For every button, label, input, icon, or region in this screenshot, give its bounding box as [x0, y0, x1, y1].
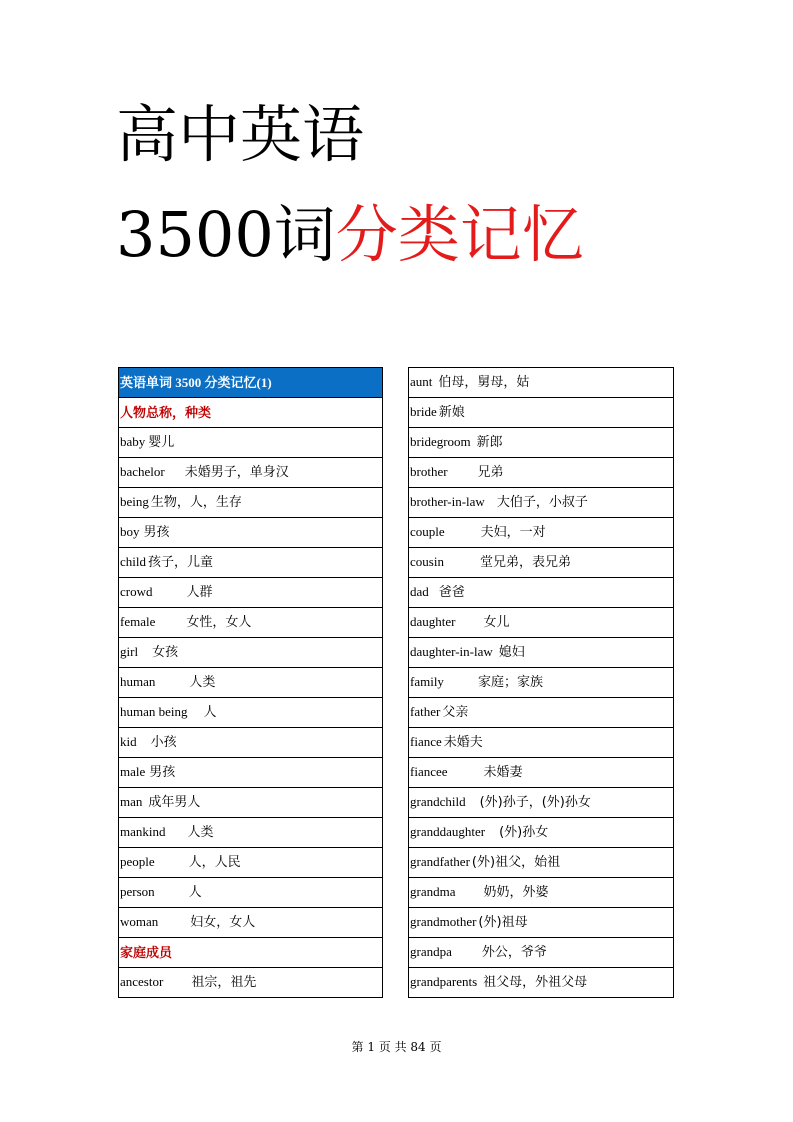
table-header-row	[119, 368, 383, 398]
table-row	[409, 758, 674, 788]
entry-word: ancestor	[120, 974, 164, 989]
entry-meaning: 媳妇	[498, 645, 525, 660]
vocab-entry	[119, 758, 383, 788]
entry-meaning: 奶奶，外婆	[483, 885, 549, 900]
entry-word: grandpa	[410, 944, 452, 959]
entry-word: kid	[120, 734, 137, 749]
entry-word: couple	[410, 524, 445, 539]
vocab-entry	[409, 878, 674, 908]
category-heading: 家庭成员	[119, 938, 383, 968]
entry-word: granddaughter	[410, 824, 486, 839]
entry-meaning: (外)祖父，始祖	[471, 855, 561, 870]
table-row	[409, 638, 674, 668]
entry-word: brother	[410, 464, 448, 479]
table-row	[119, 698, 383, 728]
entry-word: human being	[120, 704, 188, 719]
table-row	[409, 938, 674, 968]
entry-meaning: 新郎	[476, 435, 503, 450]
table-row	[409, 788, 674, 818]
table-row	[119, 578, 383, 608]
entry-meaning: (外)祖母	[478, 915, 528, 930]
table-row	[409, 488, 674, 518]
entry-word: crowd	[120, 584, 153, 599]
table-row	[119, 758, 383, 788]
table-row	[409, 518, 674, 548]
entry-meaning: 人，人民	[188, 855, 241, 870]
entry-meaning: 人群	[186, 585, 213, 600]
entry-meaning: 爸爸	[438, 585, 465, 600]
table-row	[119, 428, 383, 458]
vocab-entry	[409, 458, 674, 488]
entry-meaning: 人	[188, 885, 202, 900]
vocab-entry	[409, 548, 674, 578]
entry-word: bachelor	[120, 464, 165, 479]
table-row	[409, 398, 674, 428]
vocab-entry	[119, 428, 383, 458]
table-row	[119, 788, 383, 818]
title-line-1: 高中英语	[116, 98, 365, 171]
entry-word: brother-in-law	[410, 494, 485, 509]
entry-word: aunt	[410, 374, 433, 389]
vocab-entry	[409, 638, 674, 668]
page-footer: 第 1 页 共 84 页	[351, 1040, 442, 1054]
table-row	[119, 458, 383, 488]
vocab-entry	[119, 878, 383, 908]
category-heading: 人物总称，种类	[119, 398, 383, 428]
entry-word: bridegroom	[410, 434, 471, 449]
vocab-entry	[409, 758, 674, 788]
table-row	[119, 488, 383, 518]
vocab-entry	[409, 698, 674, 728]
vocab-entry	[409, 818, 674, 848]
table-row	[119, 668, 383, 698]
title-highlight: 分类记忆	[335, 198, 584, 271]
vocab-entry	[409, 908, 674, 938]
table-header: 英语单词 3500 分类记忆(1)	[119, 368, 383, 398]
entry-meaning: 男孩	[149, 765, 176, 780]
vocab-entry	[409, 428, 674, 458]
entry-word: being	[120, 494, 149, 509]
vocab-table-right	[408, 367, 674, 998]
title-prefix: 3500词	[116, 198, 336, 271]
entry-word: grandparents	[410, 974, 478, 989]
entry-meaning: 生物，人，生存	[150, 495, 242, 510]
entry-meaning: 未婚男子，单身汉	[184, 465, 289, 480]
table-row	[119, 728, 383, 758]
entry-word: man	[120, 794, 143, 809]
table-row	[409, 818, 674, 848]
table-row	[119, 638, 383, 668]
vocab-entry	[409, 518, 674, 548]
entry-word: bride	[410, 404, 437, 419]
entry-word: person	[120, 884, 155, 899]
table-row	[119, 908, 383, 938]
entry-meaning: 女性，女人	[186, 615, 252, 630]
vocab-entry	[119, 638, 383, 668]
vocab-table-right-body	[409, 368, 674, 998]
table-row	[409, 968, 674, 998]
entry-word: cousin	[410, 554, 444, 569]
vocab-entry	[119, 458, 383, 488]
entry-meaning: 男孩	[143, 525, 170, 540]
entry-meaning: 父亲	[442, 705, 469, 720]
table-row	[119, 848, 383, 878]
entry-meaning: 伯母，舅母，姑	[438, 375, 530, 390]
vocab-entry	[119, 908, 383, 938]
table-row	[409, 368, 674, 398]
entry-meaning: (外)孙女	[499, 825, 549, 840]
entry-meaning: 堂兄弟，表兄弟	[479, 555, 571, 570]
entry-meaning: 新娘	[438, 405, 465, 420]
vocab-entry	[119, 548, 383, 578]
table-row	[409, 608, 674, 638]
entry-word: grandchild	[410, 794, 466, 809]
vocab-entry	[119, 578, 383, 608]
table-row	[119, 818, 383, 848]
title-line-2	[116, 200, 584, 270]
entry-meaning: 夫妇，一对	[480, 525, 546, 540]
entry-meaning: 兄弟	[477, 465, 504, 480]
vocab-entry	[409, 488, 674, 518]
entry-meaning: 成年男人	[148, 795, 201, 810]
table-row	[119, 878, 383, 908]
vocab-entry	[119, 968, 383, 998]
entry-word: boy	[120, 524, 140, 539]
entry-word: girl	[120, 644, 139, 659]
table-row	[409, 908, 674, 938]
entry-word: baby	[120, 434, 146, 449]
entry-word: child	[120, 554, 146, 569]
entry-word: male	[120, 764, 146, 779]
table-row	[409, 578, 674, 608]
table-row	[409, 728, 674, 758]
vocab-entry	[409, 968, 674, 998]
entry-word: mankind	[120, 824, 166, 839]
entry-meaning: 女儿	[483, 615, 510, 630]
entry-meaning: 家庭；家族	[477, 675, 543, 690]
entry-meaning: 人类	[189, 675, 216, 690]
entry-word: female	[120, 614, 156, 629]
vocab-entry	[119, 698, 383, 728]
entry-word: dad	[410, 584, 429, 599]
entry-meaning: (外)孙子，(外)孙女	[479, 795, 591, 810]
entry-word: woman	[120, 914, 159, 929]
entry-meaning: 外公，爷爷	[481, 945, 547, 960]
entry-word: daughter	[410, 614, 456, 629]
vocab-entry	[119, 518, 383, 548]
entry-meaning: 祖父母，外祖父母	[483, 975, 588, 990]
entry-word: family	[410, 674, 444, 689]
entry-word: father	[410, 704, 441, 719]
entry-meaning: 人	[203, 705, 217, 720]
vocab-entry	[119, 788, 383, 818]
entry-meaning: 孩子，儿童	[148, 555, 214, 570]
entry-word: fiance	[410, 734, 442, 749]
entry-meaning: 大伯子，小叔子	[496, 495, 588, 510]
vocab-table-left-body	[119, 368, 383, 998]
table-row	[409, 848, 674, 878]
entry-meaning: 未婚夫	[443, 735, 483, 750]
vocab-entry	[409, 848, 674, 878]
table-row	[119, 398, 383, 428]
table-row	[409, 668, 674, 698]
entry-meaning: 婴儿	[148, 435, 175, 450]
vocab-entry	[409, 938, 674, 968]
table-row	[409, 548, 674, 578]
table-row	[119, 548, 383, 578]
table-row	[409, 878, 674, 908]
entry-word: people	[120, 854, 155, 869]
entry-meaning: 人类	[187, 825, 214, 840]
vocab-entry	[409, 608, 674, 638]
table-row	[119, 608, 383, 638]
vocab-entry	[409, 728, 674, 758]
entry-word: grandma	[410, 884, 456, 899]
vocab-entry	[119, 818, 383, 848]
table-row	[119, 968, 383, 998]
entry-word: grandfather	[410, 854, 470, 869]
vocab-entry	[409, 398, 674, 428]
entry-meaning: 女孩	[152, 645, 179, 660]
entry-meaning: 妇女，女人	[190, 915, 256, 930]
table-row	[119, 518, 383, 548]
entry-meaning: 小孩	[150, 735, 177, 750]
entry-word: grandmother	[410, 914, 477, 929]
vocab-entry	[409, 788, 674, 818]
entry-meaning: 祖宗，祖先	[191, 975, 257, 990]
vocab-entry	[119, 608, 383, 638]
vocab-entry	[409, 368, 674, 398]
vocab-entry	[409, 578, 674, 608]
vocab-entry	[119, 848, 383, 878]
vocab-entry	[119, 488, 383, 518]
vocab-entry	[119, 668, 383, 698]
table-row	[409, 428, 674, 458]
vocab-entry	[409, 668, 674, 698]
table-row	[119, 938, 383, 968]
vocab-table-left	[118, 367, 383, 998]
entry-word: human	[120, 674, 156, 689]
entry-word: daughter-in-law	[410, 644, 493, 659]
entry-meaning: 未婚妻	[483, 765, 523, 780]
vocab-entry	[119, 728, 383, 758]
table-row	[409, 458, 674, 488]
table-row	[409, 698, 674, 728]
entry-word: fiancee	[410, 764, 448, 779]
